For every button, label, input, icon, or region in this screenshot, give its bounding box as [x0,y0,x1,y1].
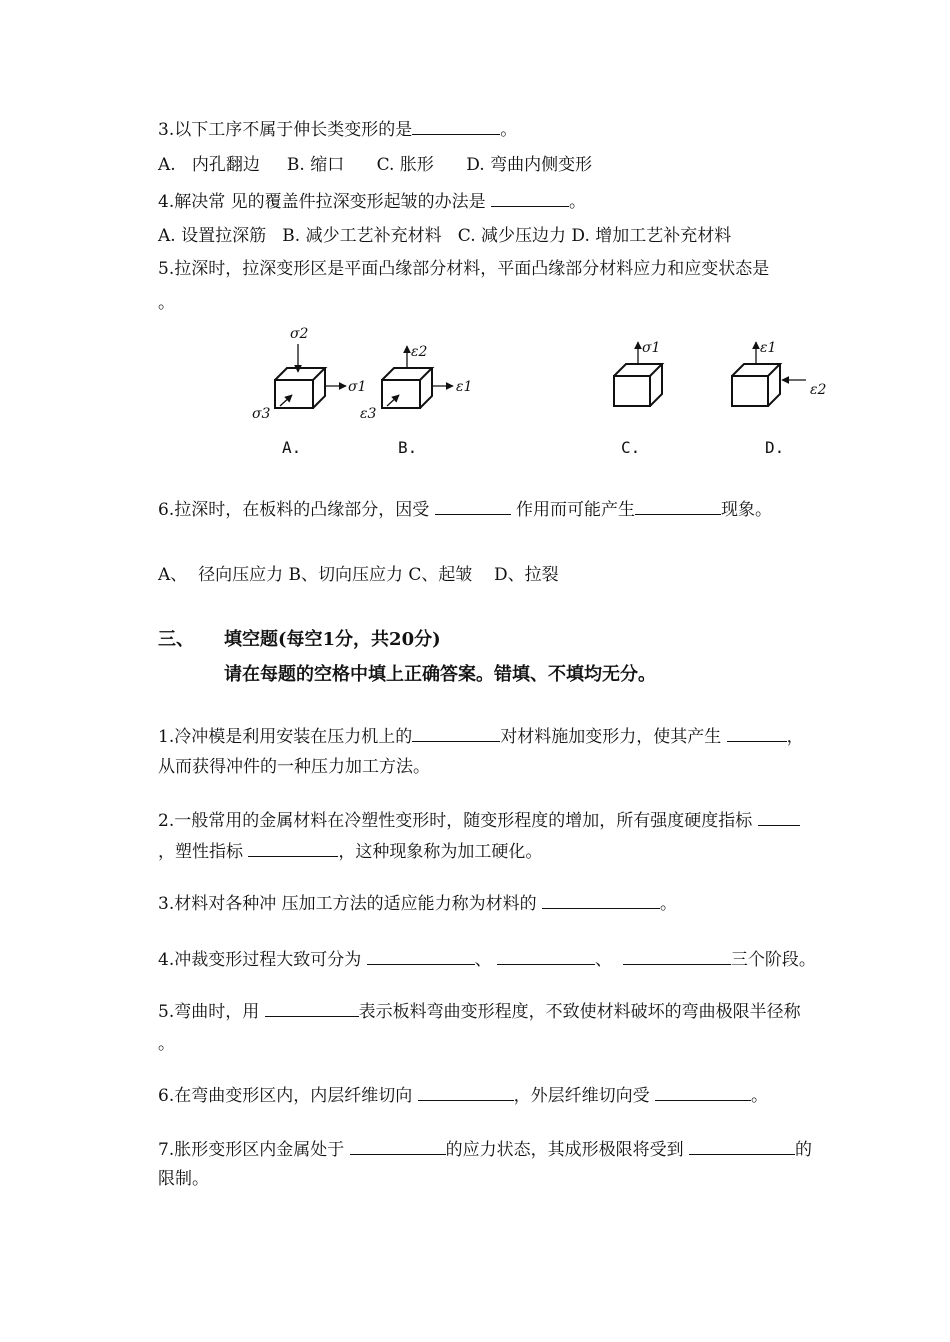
label-sigma1-c: σ1 [642,340,661,356]
label-eps3: ε3 [360,406,377,422]
section-title: 填空题(每空1分，共20分) [224,629,441,650]
fill-question-1-line2: 从而获得冲件的一种压力加工方法。 [158,757,430,777]
fill-question-5: 5.弯曲时，用 表示板料弯曲变形程度，不致使材料破坏的弯曲极限半径称 [158,1002,801,1022]
answer-blank[interactable] [655,1084,751,1101]
question-6: 6.拉深时，在板料的凸缘部分，因受 作用而可能产生 现象。 [158,500,773,520]
label-eps1-b: ε1 [456,379,473,395]
answer-blank[interactable] [497,948,595,965]
fig-label-b: B. [398,438,418,457]
answer-blank[interactable] [542,892,660,909]
answer-blank[interactable] [265,1000,359,1017]
fig-label-a: A. [282,438,302,457]
fill-question-6: 6.在弯曲变形区内，内层纤维切向 ，外层纤维切向受 。 [158,1086,769,1106]
answer-blank[interactable] [758,809,800,826]
fill-question-7: 7.胀形变形区内金属处于 的应力状态，其成形极限将受到 的 [158,1140,813,1160]
answer-blank[interactable] [635,498,721,515]
cube-b [382,368,432,408]
question-5-line2: 。 [158,293,175,313]
question-3-options: A. 内孔翻边 B. 缩口 C. 胀形 D. 弯曲内侧变形 [158,155,593,175]
answer-blank[interactable] [491,190,569,207]
stress-strain-figure [240,322,860,432]
label-sigma3: σ3 [252,406,271,422]
fill-question-5-line2: 。 [158,1034,175,1054]
answer-blank[interactable] [623,948,731,965]
fill-question-2: 2.一般常用的金属材料在冷塑性变形时，随变形程度的增加，所有强度硬度指标 [158,809,800,832]
answer-blank[interactable] [412,725,500,742]
answer-blank[interactable] [350,1138,446,1155]
question-4: 4.解决常 见的覆盖件拉深变形起皱的办法是 。 [158,192,587,212]
answer-blank[interactable] [367,948,475,965]
label-eps2: ε2 [411,344,428,360]
answer-blank[interactable] [727,725,787,742]
arrow-sigma3 [280,395,292,406]
label-eps1-d: ε1 [760,340,777,356]
answer-blank[interactable] [412,118,500,135]
label-eps2-d: ε2 [810,382,827,398]
fill-question-4: 4.冲裁变形过程大致可分为 、 、 三个阶段。 [158,950,816,970]
fill-question-2-line2: ，塑性指标 ，这种现象称为加工硬化。 [158,842,543,862]
answer-blank[interactable] [418,1084,514,1101]
fig-label-d: D. [765,438,785,457]
question-5-line1: 5.拉深时，拉深变形区是平面凸缘部分材料，平面凸缘部分材料应力和应变状态是 [158,259,770,279]
section-instruction: 请在每题的空格中填上正确答案。错填、不填均无分。 [224,664,656,685]
answer-blank[interactable] [435,498,511,515]
arrow-eps3 [387,395,399,406]
label-sigma1: σ1 [348,379,367,395]
fill-question-3: 3.材料对各种冲 压加工方法的适应能力称为材料的 。 [158,894,678,914]
question-4-options: A. 设置拉深筋 B. 减少工艺补充材料 C. 减少压边力 D. 增加工艺补充材料 [158,226,732,246]
answer-blank[interactable] [689,1138,795,1155]
section-number: 三、 [158,629,194,650]
question-6-options: A、 径向压应力 B、切向压应力 C、起皱 D、拉裂 [158,565,559,585]
cube-a [275,368,325,408]
question-3: 3.以下工序不属于伸长类变形的是 。 [158,120,518,140]
fig-label-c: C. [621,438,641,457]
label-sigma2: σ2 [290,326,309,342]
cube-c [614,364,662,406]
answer-blank[interactable] [248,840,338,857]
cube-d [732,364,780,406]
fill-question-1: 1.冷冲模是利用安装在压力机上的 对材料施加变形力，使其产生 ， [158,727,804,747]
fill-question-7-line2: 限制。 [158,1169,209,1189]
